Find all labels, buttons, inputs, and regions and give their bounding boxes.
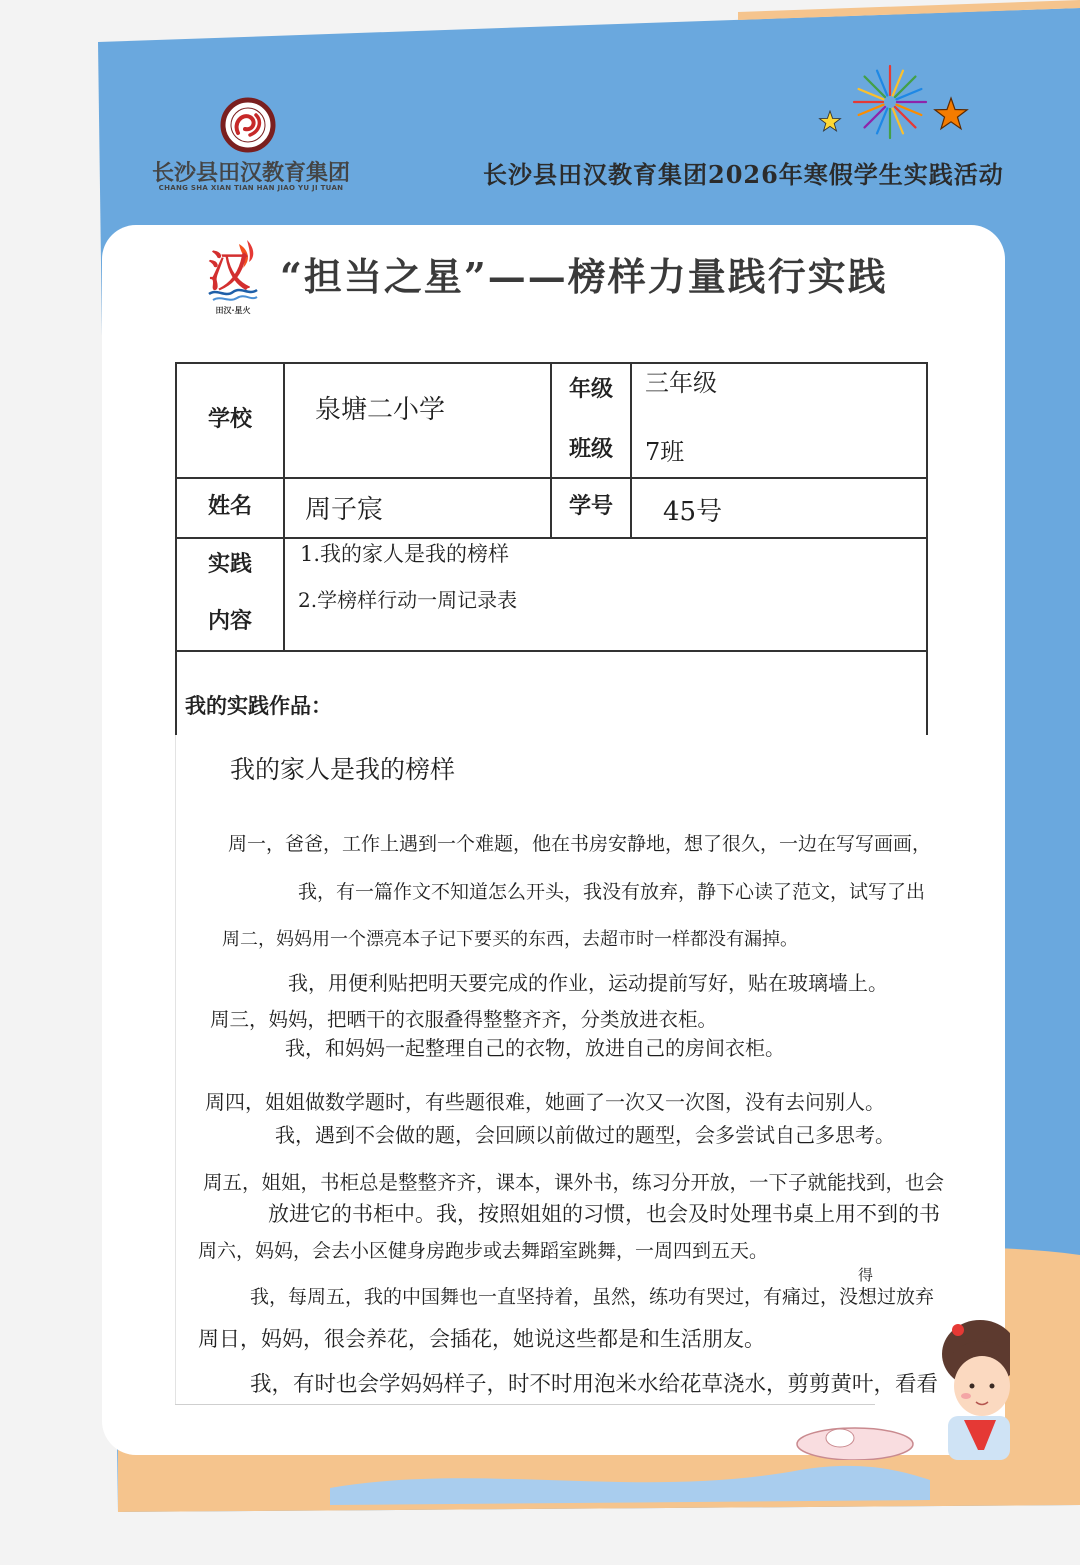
work-line: 周五，姐姐，书柜总是整整齐齐，课本，课外书，练习分开放，一下子就能找到，也会: [203, 1171, 945, 1194]
class-value: 7班: [645, 438, 685, 466]
fireworks-icon: [850, 62, 930, 142]
work-line: 我，有时也会学妈妈样子，时不时用泡米水给花草浇水，剪剪黄叶，看看: [250, 1372, 939, 1397]
activity-title: 长沙县田汉教育集团2026年寒假学生实践活动: [483, 160, 1004, 189]
class-label: 班级: [568, 437, 613, 462]
work-line: 周六，妈妈，会去小区健身房跑步或去舞蹈室跳舞，一周四到五天。: [198, 1240, 769, 1262]
org-name: 长沙县田汉教育集团: [151, 160, 350, 186]
work-line: 放进它的书柜中。我，按照姐姐的习惯，也会及时处理书桌上用不到的书: [268, 1202, 940, 1226]
grade-label: 年级: [568, 377, 613, 402]
correction-mark: 得: [858, 1266, 874, 1284]
name-label: 姓名: [207, 494, 252, 519]
girl-face: [954, 1356, 1010, 1416]
student-no-value: 45号: [663, 497, 723, 527]
cartoon-creature: [797, 1428, 913, 1460]
group-logo-icon: [220, 97, 276, 153]
table-divider: [177, 537, 926, 539]
table-divider: [177, 650, 926, 652]
worksheet-title: “担当之星”——榜样力量践行实践: [280, 254, 888, 299]
work-line: 周二，妈妈用一个漂亮本子记下要买的东西，去超市时一样都没有漏掉。: [222, 929, 798, 950]
work-line: 我，有一篇作文不知道怎么开头，我没有放弃，静下心读了范文，试写了出: [298, 881, 926, 903]
name-value: 周子宸: [305, 495, 384, 525]
table-divider: [630, 364, 632, 537]
fireworks-rays: [854, 66, 926, 138]
org-pinyin: CHANG SHA XIAN TIAN HAN JIAO YU JI TUAN: [158, 184, 344, 192]
logo-char: 汉: [207, 247, 251, 296]
logo-caption: 田汉·星火: [215, 306, 251, 315]
work-line: 周四，姐姐做数学题时，有些题很难，她画了一次又一次图，没有去问别人。: [205, 1090, 885, 1114]
info-table: [175, 362, 928, 735]
work-line: 周一，爸爸，工作上遇到一个难题，他在书房安静地，想了很久，一边在写写画画，: [228, 833, 932, 855]
work-line: 我，遇到不会做的题，会回顾以前做过的题型，会多尝试自己多思考。: [275, 1123, 895, 1147]
tianhan-xinghuo-logo-icon: [203, 238, 263, 318]
school-value: 泉塘二小学: [315, 395, 446, 425]
work-line: 周三，妈妈，把晒干的衣服叠得整整齐齐，分类放进衣柜。: [210, 1008, 718, 1031]
content-item-2: 2.学榜样行动一周记录表: [298, 588, 518, 612]
content-item-1: 1.我的家人是我的榜样: [300, 542, 510, 566]
work-label: 我的实践作品：: [185, 694, 332, 718]
cartoon-girl-illustration: [780, 1310, 1010, 1460]
school-label: 学校: [207, 407, 252, 432]
work-line: 我，每周五，我的中国舞也一直坚持着，虽然，练功有哭过，有痛过，没想过放弃: [250, 1286, 935, 1308]
table-divider: [177, 477, 926, 479]
content-label-line-1: 实践: [207, 552, 252, 577]
paper-edge: [175, 1404, 875, 1405]
handwritten-sheet: [175, 735, 955, 1405]
work-title: 我的家人是我的榜样: [230, 755, 456, 784]
work-line: 周日，妈妈，很会养花，会插花，她说这些都是和生活朋友。: [198, 1327, 765, 1351]
student-no-label: 学号: [568, 494, 613, 519]
orange-star-icon: [932, 96, 970, 134]
work-line: 我，和妈妈一起整理自己的衣物，放进自己的房间衣柜。: [285, 1036, 785, 1060]
table-divider: [283, 364, 285, 652]
yellow-star-icon: [818, 110, 842, 134]
content-label-line-2: 内容: [207, 609, 252, 634]
girl-hair-bow: [952, 1324, 964, 1336]
work-line: 我，用便利贴把明天要完成的作业，运动提前写好，贴在玻璃墙上。: [288, 971, 888, 995]
grade-value: 三年级: [645, 369, 717, 397]
